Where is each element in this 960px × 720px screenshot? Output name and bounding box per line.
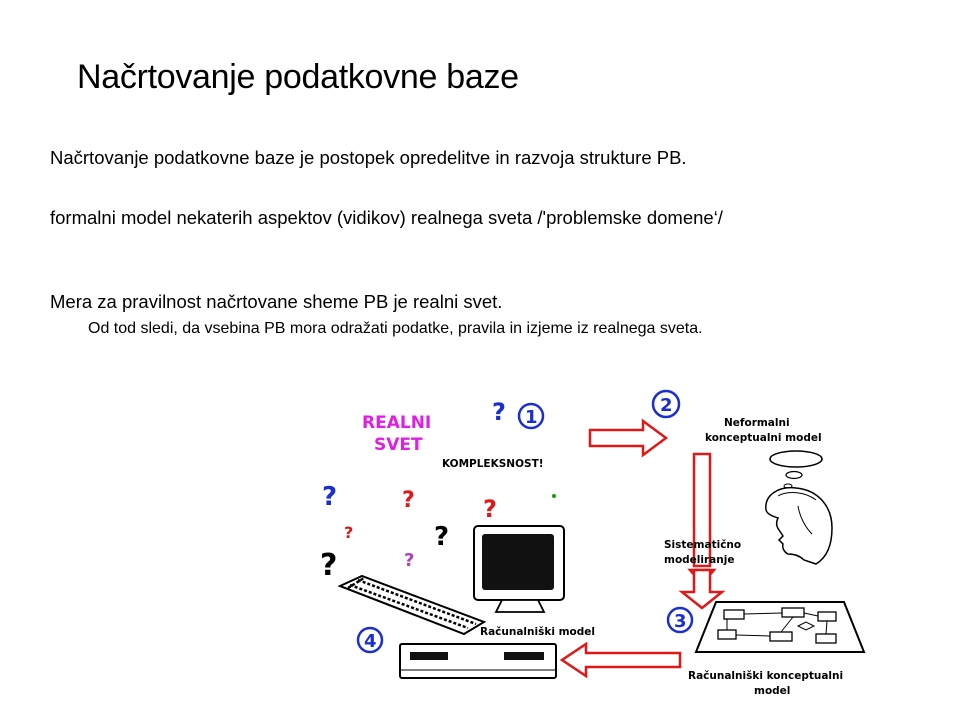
paragraph-definition: Načrtovanje podatkovne baze je postopek opredelitve in razvoja strukture PB. (50, 147, 687, 168)
step-1-number: 1 (525, 407, 538, 428)
paragraph-consequence: Od tod sledi, da vsebina PB mora odražati podatke, pravila in izjeme iz realnega sveta. (88, 320, 703, 337)
racunalniski-model-label: Računalniški model (480, 626, 595, 638)
arrow-right-icon (590, 421, 666, 455)
question-mark-icon: ? (320, 548, 338, 583)
sistematicno-label-line2: modeliranje (664, 554, 735, 566)
neformalni-label-line1: Neformalni (724, 417, 790, 429)
entity-box (818, 612, 836, 621)
neformalni-label-line2: konceptualni model (705, 432, 822, 444)
paragraph-formal-model: formalni model nekaterih aspektov (vidikov) realnega sveta /'problemske domene‘/ (50, 207, 723, 228)
entity-box (718, 630, 736, 639)
keyboard-icon (340, 576, 484, 634)
question-mark-icon: ? (483, 495, 497, 523)
arrow-left-icon (562, 644, 680, 676)
monitor-screen (482, 534, 554, 590)
green-dot (552, 494, 556, 498)
thought-bubble-icon (786, 472, 802, 479)
entity-box (816, 634, 836, 643)
question-mark-icon: ? (402, 488, 415, 513)
monitor-stand (496, 600, 544, 612)
conceptual-model-board-icon (696, 602, 864, 652)
disk-drive-slot (410, 652, 448, 660)
racunalniski-konceptualni-label-line1: Računalniški konceptualni (688, 670, 844, 682)
question-mark-icon: ? (492, 398, 506, 426)
sistematicno-label-line1: Sistematično (664, 539, 742, 551)
step-4-number: 4 (364, 631, 377, 652)
disk-drive-slot (504, 652, 544, 660)
slide-title: Načrtovanje podatkovne baze (77, 58, 519, 96)
question-mark-icon: ? (322, 482, 338, 512)
question-mark-icon: ? (404, 550, 415, 571)
realni-svet-label-line2: SVET (374, 435, 423, 455)
entity-box (724, 610, 744, 619)
thought-bubble-icon (770, 451, 822, 467)
entity-box (770, 632, 792, 641)
person-head-icon (766, 488, 832, 564)
realni-svet-label-line1: REALNI (362, 413, 432, 433)
racunalniski-konceptualni-label-line2: model (754, 685, 791, 697)
step-2-number: 2 (660, 395, 673, 416)
computer-case-icon (400, 644, 556, 678)
step-3-number: 3 (674, 611, 687, 632)
entity-box (782, 608, 804, 617)
paragraph-measure: Mera za pravilnost načrtovane sheme PB je realni svet. (50, 291, 503, 312)
database-design-diagram (318, 388, 868, 708)
question-mark-icon: ? (434, 522, 450, 552)
question-mark-icon: ? (344, 523, 354, 542)
kompleksnost-label: KOMPLEKSNOST! (442, 458, 544, 470)
